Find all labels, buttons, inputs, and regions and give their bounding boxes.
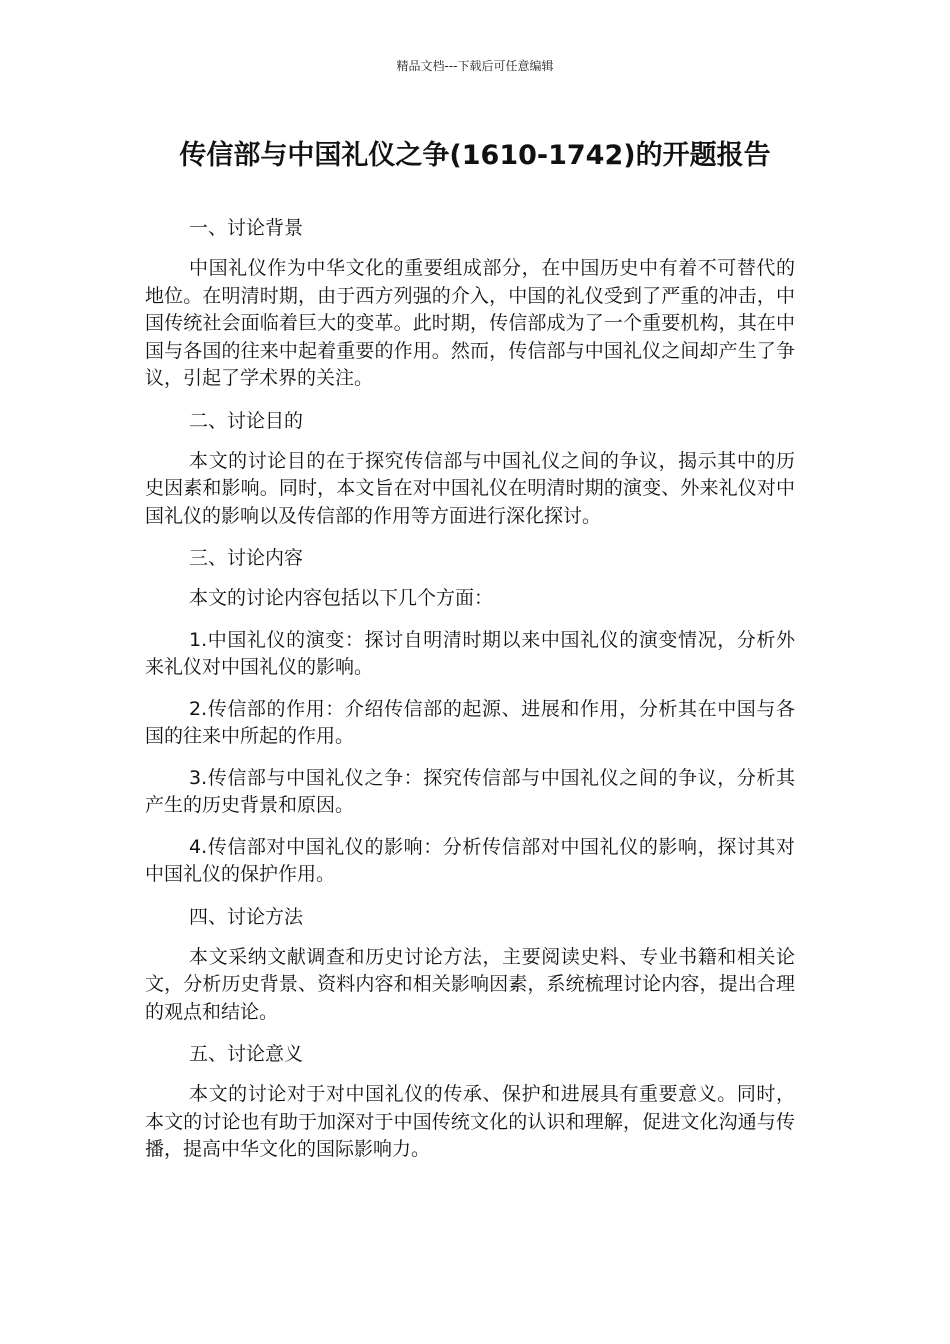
paragraph: 本文的讨论对于对中国礼仪的传承、保护和进展具有重要意义。同时，本文的讨论也有助于加深对于中国传统文化的认识和理解，促进文化沟通与传播，提高中华文化的国际影响力。 [145,1083,795,1160]
list-item: 1.中国礼仪的演变：探讨自明清时期以来中国礼仪的演变情况，分析外来礼仪对中国礼仪的影响。 [145,628,795,678]
section-heading: 一、讨论背景 [189,217,304,239]
page-header: 精品文档---下载后可任意编辑 [396,59,554,73]
paragraph: 中国礼仪作为中华文化的重要组成部分，在中国历史中有着不可替代的地位。在明清时期，由于西方列强的介入，中国的礼仪受到了严重的冲击，中国传统社会面临着巨大的变革。此时期，传信部成为了一个重要机构，其在中国与各国的往来中起着重要的作用。然而，传信部与中国礼仪之间却产生了争议，引起了学术界的关注。 [145,257,795,389]
section-content [145,544,795,889]
section-heading: 三、讨论内容 [189,547,304,569]
list-item: 2.传信部的作用：介绍传信部的起源、进展和作用，分析其在中国与各国的往来中所起的作用。 [145,697,795,747]
section-significance [145,1040,795,1164]
section-method [145,903,795,1027]
section-heading: 四、讨论方法 [189,905,304,928]
document-title: 传信部与中国礼仪之争(1610-1742)的开题报告 [179,140,771,171]
paragraph: 本文采纳文献调查和历史讨论方法，主要阅读史料、专业书籍和相关论文，分析历史背景、资料内容和相关影响因素，系统梳理讨论内容，提出合理的观点和结论。 [145,945,795,1023]
paragraph: 本文的讨论内容包括以下几个方面： [189,587,494,609]
section-purpose [145,407,795,531]
list-item: 4.传信部对中国礼仪的影响：分析传信部对中国礼仪的影响，探讨其对中国礼仪的保护作用。 [145,835,795,885]
paragraph: 本文的讨论目的在于探究传信部与中国礼仪之间的争议，揭示其中的历史因素和影响。同时，本文旨在对中国礼仪在明清时期的演变、外来礼仪对中国礼仪的影响以及传信部的作用等方面进行深化探讨。 [145,449,795,527]
document-body [145,214,795,1178]
list-item: 3.传信部与中国礼仪之争：探究传信部与中国礼仪之间的争议，分析其产生的历史背景和原因。 [145,766,795,816]
section-heading: 二、讨论目的 [189,409,304,432]
section-background [145,214,795,393]
section-heading: 五、讨论意义 [189,1043,304,1065]
